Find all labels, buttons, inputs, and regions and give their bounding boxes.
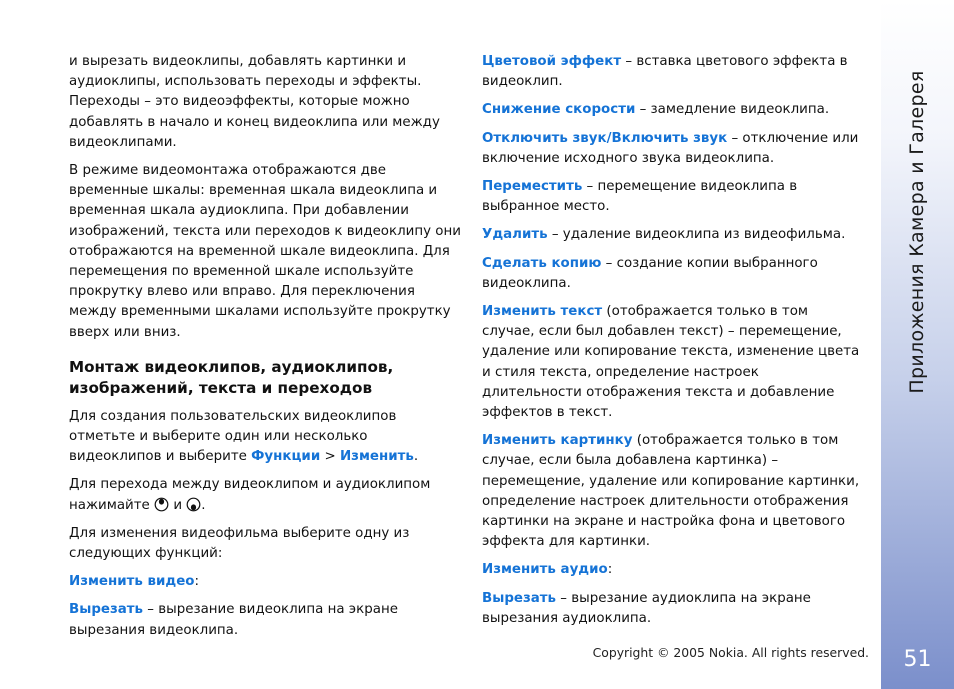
edit-video-line <box>69 572 461 592</box>
menu-edit-link: Изменить <box>339 449 414 465</box>
cut-video-line <box>69 600 461 640</box>
paragraph-navigate-text: Для перехода между видеоклипом и аудиоклипом нажимайте <box>69 477 431 513</box>
and-word: и <box>173 497 183 513</box>
paragraph-functions: Для изменения видеофильма выберите одну из следующих функций: <box>69 525 410 562</box>
period: . <box>201 497 206 513</box>
paragraph-create-text: Для создания пользовательских видеоклипов отметьте и выберите один или несколько видеоклипов и выберите <box>69 408 397 465</box>
copyright-notice: Copyright © 2005 Nokia. All rights reserved. <box>592 645 869 660</box>
function-item <box>482 129 862 169</box>
menu-functions-link: Функции <box>251 449 321 465</box>
scroll-up-icon <box>154 497 169 512</box>
paragraph-timelines: В режиме видеомонтажа отображаются две временные шкалы: временная шкала видеоклипа и временная шкала аудиоклипа. При добавлении изображений, текста или переходов к видеоклипу они отображаются на временной шкале видеоклипа. Для перемещения по временной шкале используйте прокрутку влево или вправо. Для переключения между временными шкалами используйте прокрутку вверх или вниз. <box>69 163 461 340</box>
paragraph-intro: и вырезать видеоклипы, добавлять картинки и аудиоклипы, использовать переходы и эффекты. Переходы – это видеоэффекты, которые можно добавлять в начало и конец видеоклипа или между видеоклипами. <box>69 54 440 150</box>
colon: : <box>194 574 200 590</box>
function-label: Отключить звук <box>482 130 607 146</box>
edit-video-label: Изменить видео <box>69 574 195 590</box>
function-item <box>482 52 862 92</box>
function-item <box>482 560 862 580</box>
function-desc: – создание копии выбранного видеоклипа. <box>482 255 818 291</box>
function-label: Вырезать <box>482 590 557 606</box>
function-item <box>482 254 862 294</box>
period: . <box>413 449 419 465</box>
function-label: Удалить <box>482 227 548 243</box>
function-label-secondary: Включить звук <box>611 130 728 146</box>
function-desc: – перемещение видеоклипа в выбранное место. <box>482 179 798 215</box>
function-desc: – вырезание аудиоклипа на экране вырезания аудиоклипа. <box>482 590 811 626</box>
function-desc: – вставка цветового эффекта в видеоклип. <box>482 54 848 90</box>
function-desc: : <box>607 562 613 578</box>
function-item <box>482 589 862 629</box>
left-column <box>69 52 461 649</box>
chapter-title: Приложения Камера и Галерея <box>906 70 928 394</box>
cut-video-label: Вырезать <box>69 602 144 618</box>
function-label: Снижение скорости <box>482 102 636 118</box>
function-label-separator: / <box>606 130 612 146</box>
function-desc: (отображается только в том случае, если была добавлена картинка) – перемещение, удаление или копирование картинки, определение настроек длительности отображения картинки на экране и настройка фона и цветового эффекта для картинки. <box>482 433 860 550</box>
scroll-down-icon <box>186 497 201 512</box>
function-item <box>482 225 862 245</box>
function-label: Переместить <box>482 179 583 195</box>
function-item <box>482 302 862 423</box>
function-desc: – отключение или включение исходного звука видеоклипа. <box>482 130 859 166</box>
function-item <box>482 100 862 120</box>
function-item <box>482 431 862 552</box>
function-desc: (отображается только в том случае, если был добавлен текст) – перемещение, удаление или копирование текста, изменение цвета и стиля текста, определение настроек длительности отображения текста и добавление эффектов в текст. <box>482 304 860 421</box>
function-item <box>482 177 862 217</box>
function-label: Изменить текст <box>482 304 603 320</box>
cut-video-desc: – вырезание видеоклипа на экране вырезания видеоклипа. <box>69 602 398 638</box>
function-label: Изменить аудио <box>482 562 608 578</box>
function-label: Изменить картинку <box>482 433 633 449</box>
function-label: Цветовой эффект <box>482 54 622 69</box>
paragraph-create <box>69 407 461 468</box>
menu-separator: > <box>324 449 336 465</box>
page-number: 51 <box>903 646 932 672</box>
function-desc: – удаление видеоклипа из видеофильма. <box>547 227 846 243</box>
section-heading: Монтаж видеоклипов, аудиоклипов, изображений, текста и переходов <box>69 357 394 397</box>
function-label: Сделать копию <box>482 255 602 271</box>
right-column <box>482 52 862 637</box>
paragraph-navigate <box>69 475 461 515</box>
function-desc: – замедление видеоклипа. <box>635 102 830 118</box>
